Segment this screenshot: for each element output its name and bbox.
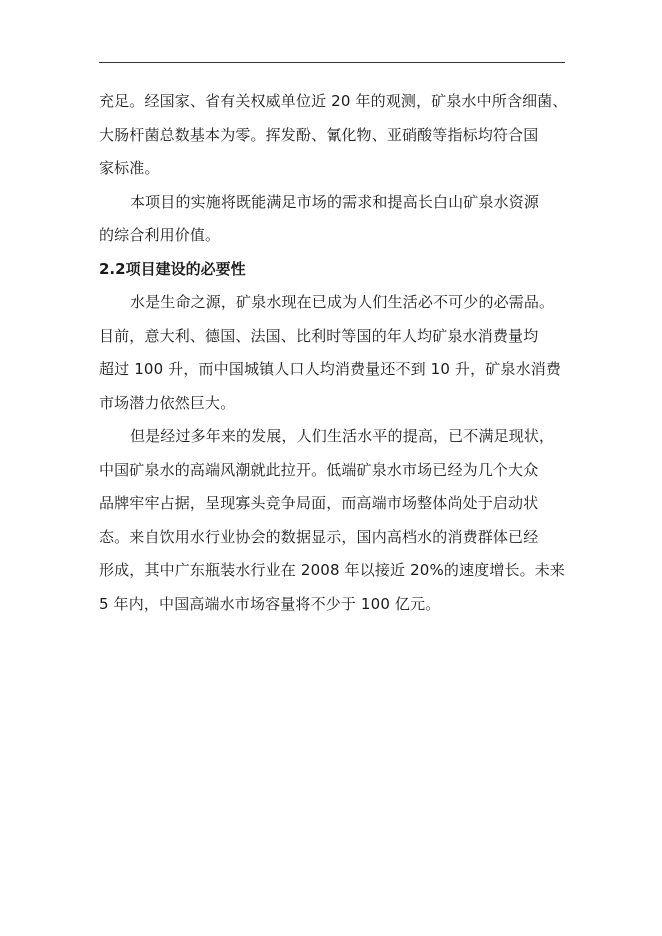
section-heading: 2.2项目建设的必要性 — [99, 259, 246, 278]
paragraph-water-consumption — [99, 286, 569, 420]
text-line: 的综合利用价值。 — [99, 226, 221, 244]
text-line: 水是生命之源，矿泉水现在已成为人们生活必不可少的必需品。 — [130, 293, 555, 311]
text-line: 充足。经国家、省有关权威单位近 20 年的观测，矿泉水中所含细菌、 — [99, 92, 568, 110]
text-line: 品牌牢牢占据，呈现寡头竞争局面，而高端市场整体尚处于启动状 — [99, 494, 539, 512]
text-line: 市场潜力依然巨大。 — [99, 393, 236, 412]
document-body — [99, 85, 569, 621]
text-line: 但是经过多年来的发展，人们生活水平的提高，已不满足现状， — [130, 427, 555, 445]
text-line: 家标准。 — [99, 159, 160, 177]
text-line: 超过 100 升，而中国城镇人口人均消费量还不到 10 升，矿泉水消费 — [99, 360, 562, 378]
paragraph-continued — [99, 85, 569, 186]
text-line: 形成，其中广东瓶装水行业在 2008 年以接近 20%的速度增长。未来 — [99, 561, 566, 579]
text-line: 本项目的实施将既能满足市场的需求和提高长白山矿泉水资源 — [130, 192, 540, 211]
header-rule — [99, 62, 565, 63]
text-line: 5 年内，中国高端水市场容量将不少于 100 亿元。 — [99, 594, 441, 613]
text-line: 态。来自饮用水行业协会的数据显示，国内高档水的消费群体已经 — [99, 527, 539, 546]
paragraph-high-end-market — [99, 420, 569, 621]
text-line: 中国矿泉水的高端风潮就此拉开。低端矿泉水市场已经为几个大众 — [99, 460, 539, 479]
text-line: 大肠杆菌总数基本为零。挥发酚、氰化物、亚硝酸等指标均符合国 — [99, 125, 539, 144]
paragraph-project-value — [99, 186, 569, 253]
text-line: 目前，意大利、德国、法国、比利时等国的年人均矿泉水消费量均 — [99, 326, 539, 345]
